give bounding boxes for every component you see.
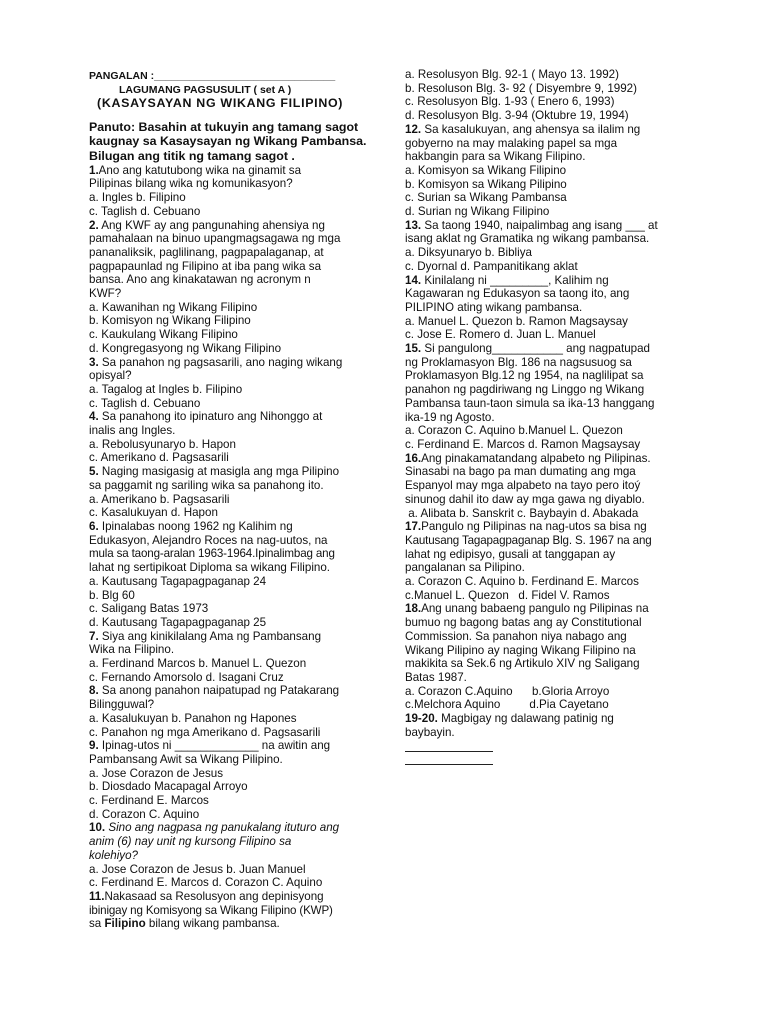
question-text-emphasis: Filipino <box>104 917 146 931</box>
answer-option[interactable]: a. Rebolusyunaryo b. Hapon <box>89 437 236 451</box>
question-text: Naging masigasig at masigla ang mga Pilipino <box>98 465 340 479</box>
question-12 <box>405 123 685 219</box>
question-text: pangalanan sa Pilipino. <box>405 561 525 575</box>
question-text: Pilipinas bilang wika ng komunikasyon? <box>89 177 293 191</box>
answer-option[interactable]: b. Komisyon sa Wikang Pilipino <box>405 177 567 191</box>
question-7 <box>89 630 381 685</box>
question-text: pananaliksik, paglilinang, pagpapalaganap, at <box>89 245 324 259</box>
question-number: 8. <box>89 684 99 698</box>
question-text: Commission. Sa panahon niya nabago ang <box>405 629 627 643</box>
question-text: Proklamasyon Blg.12 ng 1954, na naglilipat sa <box>405 369 644 383</box>
question-number: 7. <box>89 629 99 643</box>
question-number: 16. <box>405 451 422 465</box>
question-text: sa <box>89 917 105 931</box>
question-number: 13. <box>405 218 422 232</box>
instructions-line: Panuto: Basahin at tukuyin ang tamang sagot <box>89 120 359 135</box>
question-19-20 <box>405 712 685 765</box>
answer-option[interactable]: a. Kawanihan ng Wikang Filipino <box>89 300 258 314</box>
question-text: Sa panahon ng pagsasarili, ano naging wikang <box>98 355 343 369</box>
left-column <box>89 68 381 931</box>
question-6 <box>89 520 381 630</box>
question-text: Pambansang Awit sa Wikang Pilipino. <box>89 752 283 766</box>
question-text: kolehiyo? <box>89 848 138 862</box>
answer-option[interactable]: c. Kasalukuyan d. Hapon <box>89 506 218 520</box>
question-text: Magbigay ng dalawang patinig ng <box>437 712 614 726</box>
question-text: Ipinalabas noong 1962 ng Kalihim ng <box>98 520 293 533</box>
question-number: 14. <box>405 273 422 287</box>
question-number: 12. <box>405 122 422 136</box>
question-2 <box>89 219 381 356</box>
question-text: ng Proklamasyon Blg. 186 na nagsusuog sa <box>405 355 632 369</box>
answer-blank[interactable] <box>405 739 493 752</box>
question-number: 15. <box>405 342 422 356</box>
answer-option[interactable]: d. Corazon C. Aquino <box>89 807 200 821</box>
question-11-options <box>405 68 685 123</box>
instructions-line: kaugnay sa Kasaysayan ng Wikang Pambansa. <box>89 134 367 149</box>
question-text: Sa taong 1940, naipalimbag ang isang ___ at <box>421 218 658 232</box>
question-text: Kinilalang ni _________, Kalihim ng <box>421 273 609 287</box>
answer-option[interactable]: c.Melchora Aquino d.Pia Cayetano <box>405 698 609 712</box>
question-text: panahon ng pagdiriwang ng Linggo ng Wikang <box>405 383 645 397</box>
question-text: Ang KWF ay ang pangunahing ahensiya ng <box>98 218 325 232</box>
answer-option[interactable]: a. Manuel L. Quezon b. Ramon Magsaysay <box>405 314 628 328</box>
question-3 <box>89 356 381 411</box>
question-text: pagpapaunlad ng Filipino at iba pang wika sa <box>89 259 322 273</box>
answer-option[interactable]: c. Ferdinand E. Marcos d. Ramon Magsaysay <box>405 437 641 451</box>
answer-option[interactable]: a. Alibata b. Sanskrit c. Baybayin d. Abakada <box>405 506 639 520</box>
question-10 <box>89 821 381 890</box>
question-text: isang aklat ng Gramatika ng wikang pambansa. <box>405 232 650 246</box>
question-17 <box>405 520 685 602</box>
answer-option[interactable]: d. Kautusang Tagapagpaganap 25 <box>89 615 267 629</box>
question-text: lahat ng sertipikoat Diploma sa wikang Filipino. <box>89 561 331 575</box>
question-text: Ang pinakamatandang alpabeto ng Pilipinas. <box>421 451 651 465</box>
question-number: 4. <box>89 410 99 424</box>
question-text: lahat ng edipisyo, gusali at tanggapan ay <box>405 547 616 561</box>
question-text: Ipinag-utos ni _____________ na awitin ang <box>98 739 331 753</box>
question-text: Sa panahong ito ipinaturo ang Nihonggo at <box>98 410 323 424</box>
question-text: Batas 1987. <box>405 670 467 684</box>
question-13 <box>405 219 685 274</box>
question-text: baybayin. <box>405 725 455 739</box>
exam-subtitle: LAGUMANG PAGSUSULIT ( set A ) <box>119 83 292 96</box>
answer-option[interactable]: a. Resolusyon Blg. 92-1 ( Mayo 13. 1992) <box>405 68 619 81</box>
exam-topic: (KASAYSAYAN NG WIKANG FILIPINO) <box>97 96 344 111</box>
question-text: sa paggamit ng sariling wika sa panahong ito. <box>89 478 324 492</box>
question-text: makikita sa Sek.6 ng Artikulo XIV ng Saligang <box>405 657 640 671</box>
question-text: Edukasyon, Alejandro Roces na nag-uutos, na <box>89 533 328 547</box>
question-1 <box>89 164 381 219</box>
question-number: 17. <box>405 520 422 534</box>
question-text: Ang unang babaeng pangulo ng Pilipinas na <box>421 602 649 616</box>
question-text: ika-19 ng Agosto. <box>405 410 495 424</box>
question-text: bilang wikang pambansa. <box>145 917 280 931</box>
answer-option[interactable]: c. Taglish d. Cebuano <box>89 396 201 410</box>
question-text: Nakasaad sa Resolusyon ang depinisyong <box>104 889 324 903</box>
question-11 <box>89 890 381 931</box>
answer-option[interactable]: a. Diksyunaryo b. Bibliya <box>405 246 532 260</box>
instructions <box>89 120 381 163</box>
answer-option[interactable]: c. Fernando Amorsolo d. Isagani Cruz <box>89 670 284 684</box>
question-number: 1. <box>89 163 99 177</box>
answer-option[interactable]: c.Manuel L. Quezon d. Fidel V. Ramos <box>405 588 610 602</box>
answer-option[interactable]: c. Taglish d. Cebuano <box>89 204 201 218</box>
answer-option[interactable]: a. Jose Corazon de Jesus <box>89 766 224 780</box>
question-15 <box>405 342 685 452</box>
question-text: Wikang Pilipino ay naging Wikang Filipino na <box>405 643 636 657</box>
question-number: 3. <box>89 355 99 369</box>
question-18 <box>405 602 685 712</box>
question-text: mula sa taong-aralan 1963-1964.Ipinalimbag ang <box>89 547 335 561</box>
question-number: 6. <box>89 520 99 533</box>
question-14 <box>405 274 685 343</box>
answer-option[interactable]: a. Amerikano b. Pagsasarili <box>89 492 230 506</box>
answer-option[interactable]: a. Jose Corazon de Jesus b. Juan Manuel <box>89 862 306 876</box>
question-number: 5. <box>89 465 99 479</box>
question-text: Pambansa taun-taon simula sa ika-13 hanggang <box>405 396 655 410</box>
question-number: 18. <box>405 602 422 616</box>
answer-option[interactable]: b. Diosdado Macapagal Arroyo <box>89 780 248 794</box>
question-text: Wika na Filipino. <box>89 643 175 657</box>
question-text: Ano ang katutubong wika na ginamit sa <box>98 163 302 177</box>
answer-option[interactable]: b. Komisyon ng Wikang Filipino <box>89 314 251 328</box>
instructions-line: Bilugan ang titik ng tamang sagot . <box>89 148 295 163</box>
question-text: PILIPINO ating wikang pambansa. <box>405 300 583 314</box>
name-field-label: PANGALAN :_______________________________ <box>89 70 336 82</box>
answer-option[interactable]: b. Blg 60 <box>89 588 135 602</box>
question-text: Bilingguwal? <box>89 698 155 712</box>
answer-option[interactable]: c. Jose E. Romero d. Juan L. Manuel <box>405 328 596 342</box>
question-8 <box>89 684 381 739</box>
question-text: sinunog dahil ito daw ay mga gawa ng diyablo. <box>405 492 645 506</box>
question-number: 10. <box>89 821 106 835</box>
answer-option[interactable]: c. Saligang Batas 1973 <box>89 602 209 616</box>
question-text: anim (6) nay unit ng kursong Filipino sa <box>89 835 292 849</box>
answer-option[interactable]: c. Ferdinand E. Marcos d. Corazon C. Aquino <box>89 876 323 890</box>
question-text: Espanyol may mga alpabeto na tayo pero itoý <box>405 479 641 493</box>
question-text: Kagawaran ng Edukasyon sa taong ito, ang <box>405 287 630 301</box>
answer-option[interactable]: a. Komisyon sa Wikang Filipino <box>405 163 567 177</box>
right-column <box>405 68 685 765</box>
answer-option[interactable]: c. Dyornal d. Pampanitikang aklat <box>405 259 578 273</box>
answer-option[interactable]: c. Ferdinand E. Marcos <box>89 794 209 808</box>
answer-option[interactable]: b. Resoluson Blg. 3- 92 ( Disyembre 9, 1992) <box>405 81 637 95</box>
answer-option[interactable]: c. Resolusyon Blg. 1-93 ( Enero 6, 1993) <box>405 95 615 109</box>
answer-option[interactable]: a. Kautusang Tagapagpaganap 24 <box>89 574 267 588</box>
question-9 <box>89 739 381 821</box>
question-text: Si pangulong___________ ang nagpatupad <box>421 342 650 356</box>
answer-option[interactable]: c. Amerikano d. Pagsasarili <box>89 451 229 465</box>
answer-option[interactable]: a. Tagalog at Ingles b. Filipino <box>89 382 243 396</box>
question-text: bansa. Ano ang kinakatawan ng acronym n <box>89 273 311 287</box>
question-number: 11. <box>89 889 105 903</box>
question-text: bumuo ng bagong batas ang ay Constitutional <box>405 616 642 630</box>
question-text: Siya ang kinikilalang Ama ng Pambansang <box>98 629 322 643</box>
question-text: inalis ang Ingles. <box>89 424 176 438</box>
question-text: ibinigay ng Komisyong sa Wikang Filipino (KWP) <box>89 903 333 917</box>
answer-option[interactable]: d. Kongregasyong ng Wikang Filipino <box>89 341 282 355</box>
answer-option[interactable]: a. Corazon C. Aquino b.Manuel L. Quezon <box>405 424 623 438</box>
answer-option[interactable]: a. Ferdinand Marcos b. Manuel L. Quezon <box>89 657 307 671</box>
question-4 <box>89 410 381 465</box>
answer-option[interactable]: a. Kasalukuyan b. Panahon ng Hapones <box>89 711 297 725</box>
answer-option[interactable]: a. Ingles b. Filipino <box>89 191 186 205</box>
answer-option[interactable]: a. Corazon C.Aquino b.Gloria Arroyo <box>405 684 610 698</box>
answer-option[interactable]: c. Panahon ng mga Amerikano d. Pagsasarili <box>89 725 321 739</box>
question-number: 9. <box>89 739 99 753</box>
question-text: Sino ang nagpasa ng panukalang ituturo ang <box>105 821 340 835</box>
question-text: Sa anong panahon naipatupad ng Patakarang <box>98 684 340 698</box>
question-text: Pangulo ng Pilipinas na nag-utos sa bisa ng <box>421 520 647 534</box>
answer-option[interactable]: c. Surian sa Wikang Pambansa <box>405 191 567 205</box>
question-text: opisyal? <box>89 369 132 383</box>
question-text: KWF? <box>89 287 122 301</box>
question-5 <box>89 465 381 520</box>
question-text: pamahalaan na binuo upangmagsagawa ng mga <box>89 232 341 246</box>
question-number: 2. <box>89 218 99 232</box>
answer-option[interactable]: c. Kaukulang Wikang Filipino <box>89 328 238 342</box>
question-number: 19-20. <box>405 712 438 726</box>
question-text: Sinasabi na bago pa man dumating ang mga <box>405 465 636 479</box>
answer-option[interactable]: d. Resolusyon Blg. 3-94 (Oktubre 19, 1994) <box>405 109 629 123</box>
question-text: Kautusang Tagapagpaganap Blg. S. 1967 na ang <box>405 533 652 547</box>
answer-blank[interactable] <box>405 752 493 765</box>
question-text: hakbangin para sa Wikang Filipino. <box>405 150 586 164</box>
question-16 <box>405 452 685 521</box>
question-text: gobyerno na may malaking papel sa mga <box>405 136 618 150</box>
question-text: Sa kasalukuyan, ang ahensya sa ilalim ng <box>421 122 641 136</box>
answer-option[interactable]: a. Corazon C. Aquino b. Ferdinand E. Marcos <box>405 575 639 589</box>
answer-option[interactable]: d. Surian ng Wikang Filipino <box>405 205 550 219</box>
